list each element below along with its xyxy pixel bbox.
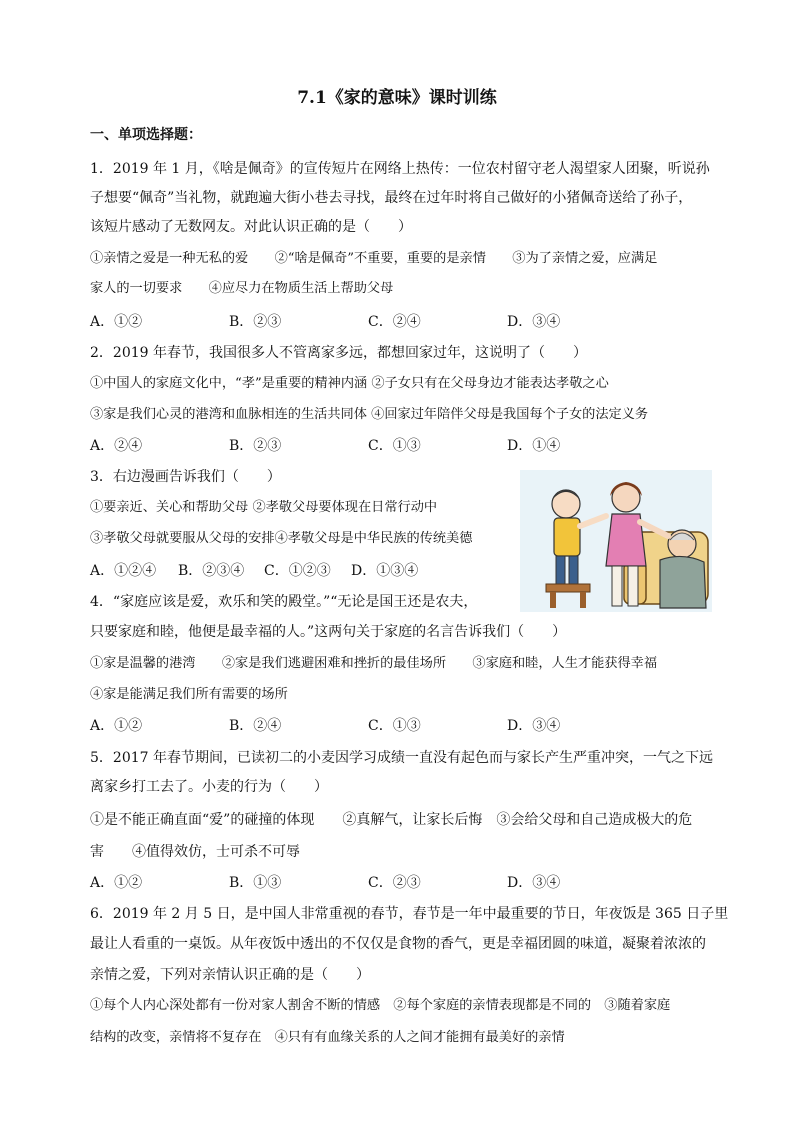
question-1-stem: 1．2019 年 1 月，《啥是佩奇》的宣传短片在网络上热传：一位农村留守老人渴望家人团聚，听说孙 — [90, 161, 710, 177]
question-4-statements: ④家是能满足我们所有需要的场所 — [90, 687, 288, 702]
question-5-statements: ①是不能正确直面“爱”的碰撞的体现 ②真解气，让家长后悔 ③会给父母和自己造成极大的危 — [90, 812, 693, 828]
question-5-stem: 5．2017 年春节期间，已读初二的小麦因学习成绩一直没有起色而与家长产生严重冲突，一气之下远 — [90, 750, 713, 766]
question-5-stem: 离家乡打工去了。小麦的行为（ ） — [90, 779, 328, 795]
question-4-option-a: A．①② — [90, 718, 143, 734]
question-6-stem: 亲情之爱，下列对亲情认识正确的是（ ） — [90, 967, 370, 983]
question-1-stem: 该短片感动了无数网友。对此认识正确的是（ ） — [90, 219, 412, 235]
question-4-option-d: D．③④ — [507, 718, 561, 734]
question-1-statements: ①亲情之爱是一种无私的爱 ②“啥是佩奇”不重要，重要的是亲情 ③为了亲情之爱，应满足 — [90, 251, 658, 266]
question-6-stem: 6．2019 年 2 月 5 日，是中国人非常重视的春节，春节是一年中最重要的节日，年夜饭是 365 日子里 — [90, 906, 729, 922]
question-3-stem: 3．右边漫画告诉我们（ ） — [90, 469, 281, 485]
question-6-stem: 最让人看重的一桌饭。从年夜饭中透出的不仅仅是食物的香气，更是幸福团圆的味道，凝聚着浓浓的 — [90, 936, 706, 952]
question-1-option-c: C．②④ — [368, 314, 421, 330]
question-2-stem: 2．2019 年春节，我国很多人不管离家多远，都想回家过年，这说明了（ ） — [90, 345, 587, 361]
question-5-option-b: B．①③ — [229, 875, 282, 891]
question-3-statements: ③孝敬父母就要服从父母的安排④孝敬父母是中华民族的传统美德 — [90, 531, 473, 546]
question-6-statements: ①每个人内心深处都有一份对家人割舍不断的情感 ②每个家庭的亲情表现都是不同的 ③随着家庭 — [90, 998, 671, 1013]
question-3-option-c: C．①②③ — [264, 563, 331, 579]
question-2-option-b: B．②③ — [229, 438, 282, 454]
question-1-option-a: A．①② — [90, 314, 143, 330]
question-3-statements: ①要亲近、关心和帮助父母 ②孝敬父母要体现在日常行动中 — [90, 500, 438, 515]
question-3-option-a: A．①②④ — [90, 563, 157, 579]
question-5-option-a: A．①② — [90, 875, 143, 891]
family-cartoon-illustration — [520, 470, 712, 612]
question-4-stem: 4．“家庭应该是爱，欢乐和笑的殿堂。”“无论是国王还是农夫， — [90, 594, 478, 610]
question-1-statements: 家人的一切要求 ④应尽力在物质生活上帮助父母 — [90, 281, 394, 296]
question-1-option-b: B．②③ — [229, 314, 282, 330]
question-3-option-d: D．①③④ — [351, 563, 419, 579]
question-2-option-a: A．②④ — [90, 438, 143, 454]
question-2-option-c: C．①③ — [368, 438, 421, 454]
section-heading: 一、单项选择题： — [90, 127, 202, 143]
question-3-option-b: B．②③④ — [178, 563, 245, 579]
question-2-statements: ③家是我们心灵的港湾和血脉相连的生活共同体 ④回家过年陪伴父母是我国每个子女的法定义务 — [90, 407, 649, 422]
question-4-option-b: B．②④ — [229, 718, 282, 734]
question-2-option-d: D．①④ — [507, 438, 561, 454]
question-5-option-c: C．②③ — [368, 875, 421, 891]
question-1-stem: 子想要“佩奇”当礼物，就跑遍大街小巷去寻找，最终在过年时将自己做好的小猪佩奇送给了孙子， — [90, 190, 693, 206]
question-5-statements: 害 ④值得效仿，士可杀不可辱 — [90, 844, 300, 860]
question-4-statements: ①家是温馨的港湾 ②家是我们逃避困难和挫折的最佳场所 ③家庭和睦，人生才能获得幸福 — [90, 656, 658, 671]
question-1-option-d: D．③④ — [507, 314, 561, 330]
question-4-stem: 只要家庭和睦，他便是最幸福的人。”这两句关于家庭的名言告诉我们（ ） — [90, 624, 567, 640]
question-6-statements: 结构的改变，亲情将不复存在 ④只有有血缘关系的人之间才能拥有最美好的亲情 — [90, 1030, 565, 1045]
question-2-statements: ①中国人的家庭文化中，“孝”是重要的精神内涵 ②子女只有在父母身边才能表达孝敬之心 — [90, 376, 609, 391]
question-4-option-c: C．①③ — [368, 718, 421, 734]
page-title: 7.1《家的意味》课时训练 — [297, 88, 497, 108]
question-5-option-d: D．③④ — [507, 875, 561, 891]
